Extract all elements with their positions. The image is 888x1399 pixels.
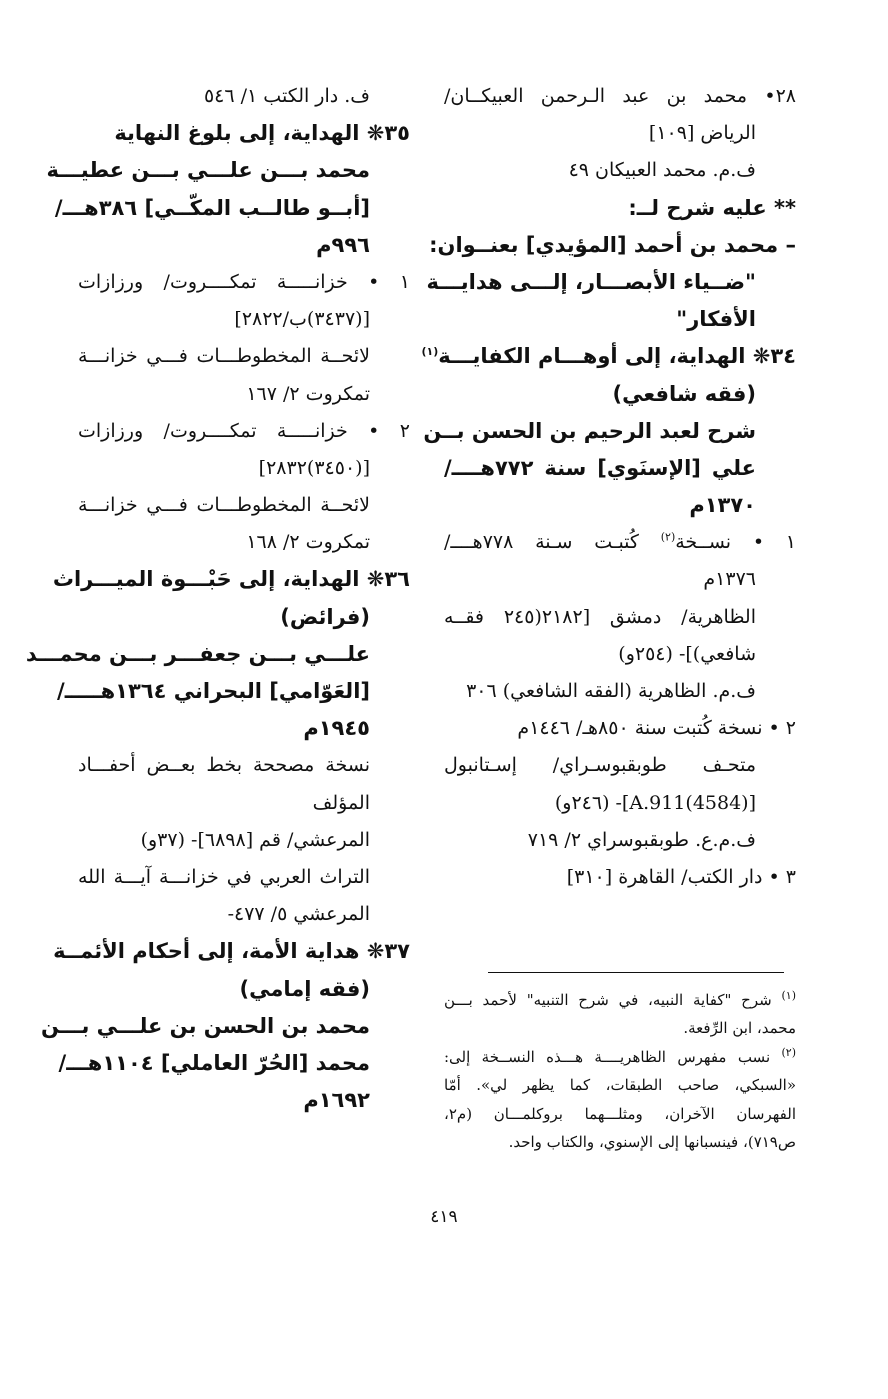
right-column-line	[444, 152, 796, 189]
footnote-marker: (١)	[781, 989, 796, 1002]
footnote-line	[444, 1128, 796, 1156]
left-column-line	[78, 338, 410, 375]
left-column-text: ٢ • خزانـــــة تمكــــروت/ ورزازات	[78, 419, 410, 442]
left-column-line	[41, 1008, 410, 1045]
left-column-text: المؤلف	[312, 791, 370, 814]
left-column-line	[52, 561, 410, 598]
left-column-text: التراث العربي في خزانـــة آيـــة الله	[78, 865, 370, 888]
left-column-text: (فرائض)	[280, 604, 370, 629]
footnote-text: محمد، ابن الرِّفعة.	[683, 1019, 796, 1038]
left-column-line	[78, 747, 410, 784]
right-column-line	[444, 636, 796, 673]
right-column-line	[444, 78, 796, 115]
left-column-line	[78, 376, 410, 413]
left-column-line	[78, 971, 410, 1008]
footnote-line	[444, 986, 796, 1014]
left-column-text: محمد بن الحسن بن علـــي بـــن	[41, 1013, 370, 1038]
right-column-line	[444, 710, 796, 747]
left-column-text: تمكروت ٢/ ١٦٧	[246, 382, 370, 405]
right-column-text: الظاهرية/ دمشق [٢١٨٢(٢٤٥ فقــه	[444, 605, 756, 628]
left-column	[25, 78, 410, 1119]
right-column-text: شرح لعبد الرحيم بن الحسن بــن	[423, 418, 756, 443]
left-column-text: ١٩٤٥م	[303, 716, 370, 741]
right-column-text: ** عليه شرح لــ:	[628, 195, 796, 220]
right-column-line	[444, 301, 796, 338]
left-column-text: [(٣٤٣٧)ب/٢٨٢٢]	[234, 308, 370, 331]
right-column-line	[444, 115, 796, 152]
right-column-line	[423, 413, 796, 450]
left-column-line	[78, 785, 410, 822]
left-column-text: ٣٦❋ الهداية، إلى حَبْـــوة الميـــراث	[52, 567, 410, 592]
right-column-line	[444, 747, 796, 784]
left-column-text: لائحــة المخطوطـــات فـــي خزانـــة	[78, 345, 370, 368]
right-column-text: "ضــياء الأبصـــار، إلـــى هدايـــة	[426, 269, 756, 294]
right-column-line	[444, 673, 796, 710]
right-column-text: شافعي)]- (٢٥٤و)	[618, 642, 756, 665]
footnote-text: الفهرسان الآخران، ومثلـــهما بروكلمـــان (م٢،	[444, 1104, 796, 1123]
right-column-text: ١٣٧٦م	[703, 568, 756, 591]
left-column-line	[78, 599, 410, 636]
left-column-line	[78, 264, 410, 301]
left-column-line	[78, 301, 410, 338]
left-column-text: المرعشي ٥/ ٤٧٧-	[227, 903, 370, 926]
right-column-line	[444, 785, 796, 822]
left-column-line	[46, 152, 410, 189]
left-column-line	[78, 524, 410, 561]
right-column-text: (فقه شافعي)	[612, 381, 756, 406]
right-column-line	[444, 822, 796, 859]
right-column	[421, 78, 797, 896]
left-column-text: ف. دار الكتب ١/ ٥٤٦	[203, 85, 370, 107]
left-column-line	[78, 822, 410, 859]
left-column-line	[54, 190, 410, 227]
left-column-text: [(٣٤٥٠)٢٨٣٢]	[258, 456, 370, 479]
right-column-line	[426, 264, 796, 301]
right-column-text: ف.م.ع. طوبقبوسراي ٢/ ٧١٩	[527, 828, 756, 851]
right-column-text: متحـف طوبقبوسـراي/ إسـتانبول	[444, 754, 756, 777]
footnotes	[444, 986, 796, 1156]
right-column-line	[444, 561, 796, 598]
left-column-text: علـــي بـــن جعفـــر بـــن محمـــد	[25, 641, 370, 666]
right-column-line	[444, 599, 796, 636]
right-column-text: ف.م. محمد العبيكان ٤٩	[568, 159, 756, 182]
right-column-text: ١ • نســخة	[675, 531, 797, 554]
left-column-line	[78, 115, 410, 152]
page-number: ٤١٩	[430, 1207, 458, 1227]
left-column-text: [العَوّامي] البحراني ١٣٦٤هـــــ/	[57, 679, 370, 703]
footnote-reference: (١)	[421, 345, 439, 359]
right-column-line	[444, 190, 796, 227]
left-column-line	[78, 227, 410, 264]
left-column-line	[78, 896, 410, 933]
footnote-reference: (٢)	[660, 530, 676, 544]
right-column-text: – محمد بن أحمد [المؤيدي] بعنــوان:	[429, 232, 796, 257]
right-column-line	[444, 376, 796, 413]
left-column-text: (فقه إمامي)	[239, 976, 370, 1001]
right-column-line	[429, 227, 796, 264]
left-column-line	[78, 78, 410, 115]
footnote-separator	[488, 972, 784, 973]
left-column-line	[78, 859, 410, 896]
footnote-line	[444, 1043, 796, 1071]
left-column-text: ٣٧❋ هداية الأمة، إلى أحكام الأئمــة	[53, 939, 410, 964]
footnote-text: ص٧١٩)، فينسبانها إلى الإسنوي، والكتاب واحد.	[508, 1132, 796, 1151]
right-column-text: الأفكار"	[676, 307, 756, 332]
left-column-text: المرعشي/ قم [٦٨٩٨]- (٣٧و)	[140, 828, 370, 851]
left-column-line	[78, 1082, 410, 1119]
right-column-line	[444, 487, 796, 524]
left-column-line	[53, 933, 410, 970]
left-column-text: ١ • خزانـــــة تمكــــروت/ ورزازات	[78, 270, 410, 293]
footnote-line	[444, 1014, 796, 1042]
left-column-line	[57, 673, 410, 710]
left-column-text: محمد بـــن علـــي بـــن عطيـــة	[46, 158, 370, 183]
left-column-line	[78, 450, 410, 487]
right-column-text: ف.م. الظاهرية (الفقه الشافعي) ٣٠٦	[466, 680, 756, 702]
right-column-text: ٢ • نسخة كُتبت سنة ٨٥٠هـ/ ١٤٤٦م	[517, 717, 796, 740]
left-column-line	[25, 636, 410, 673]
left-column-text: ٣٥❋ الهداية، إلى بلوغ النهاية	[114, 121, 410, 146]
right-column-text: ٣ • دار الكتب/ القاهرة [٣١٠]	[566, 865, 796, 888]
left-column-line	[78, 710, 410, 747]
left-column-text: لائحــة المخطوطـــات فـــي خزانـــة	[78, 494, 370, 517]
right-column-line	[421, 338, 796, 375]
left-column-text: نسخة مصححة بخط بعــض أحفـــاد	[78, 754, 370, 777]
left-column-text: ١٦٩٢م	[303, 1088, 370, 1113]
left-column-text: تمكروت ٢/ ١٦٨	[246, 531, 370, 554]
footnote-text: «السبكي، صاحب الطبقات، كما يظهر لي». أمّا	[444, 1076, 796, 1095]
right-column-text: ٢٨• محمد بن عبد الـرحمن العبيكــان/	[444, 85, 796, 107]
right-column-text: علي [الإسنَوي] سنة ٧٧٢هــــ/	[444, 455, 756, 480]
footnote-line	[444, 1071, 796, 1099]
right-column-line	[444, 524, 796, 561]
right-column-text: الرياض [١٠٩]	[648, 122, 756, 145]
footnote-line	[444, 1100, 796, 1128]
footnote-text: نسب مفهرس الظاهريــــة هـــذه النســخة إلى:	[444, 1047, 782, 1066]
right-column-text-continued: كُتبـت سـنة ٧٧٨هــــ/	[444, 531, 661, 554]
right-column-line	[444, 859, 796, 896]
left-column-text: ٩٩٦م	[316, 232, 370, 257]
left-column-line	[58, 1045, 410, 1082]
right-column-text: ٣٤❋ الهداية، إلى أوهـــام الكفايـــة	[438, 344, 796, 369]
right-column-text: ١٣٧٠م	[689, 493, 756, 518]
footnote-marker: (٢)	[781, 1045, 796, 1059]
left-column-text: محمد [الحُرّ العاملي] ١١٠٤هـــ/	[58, 1050, 370, 1075]
right-column-line	[444, 450, 796, 487]
left-column-line	[78, 413, 410, 450]
right-column-text: [(4584)A.911]- (٢٤٦و)	[554, 791, 756, 814]
footnote-text: شرح "كفاية النبيه، في شرح التنبيه" لأحمد بـــن	[444, 991, 782, 1009]
left-column-line	[78, 487, 410, 524]
left-column-text: [أبــو طالــب المكّــي] ٣٨٦هـــ/	[54, 195, 370, 220]
